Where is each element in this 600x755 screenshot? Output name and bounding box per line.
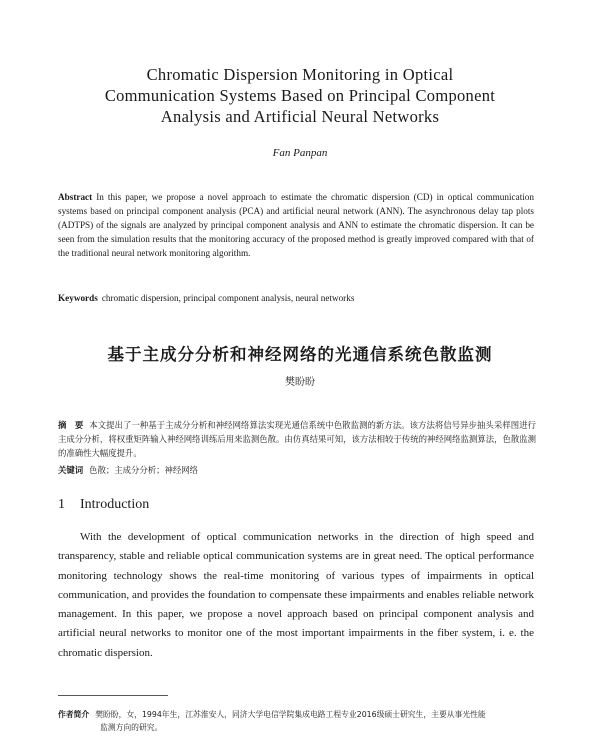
footnote-label: 作者简介 — [58, 710, 90, 719]
introduction-paragraph: With the development of optical communication networks in the direction of high speed and transparency, stable and reliable optical communication systems are in great need. The optical performance monitoring technology shows the real-time monitoring of various types of impairments in optical communication, and provides the foundation to compensate these impairments and enables reliable network management. In this paper, we propose a novel approach based on principal component analysis and artificial neural networks to monitor one of the most important impairments in the fiber system, i. e. the chromatic dispersion. — [58, 531, 534, 659]
author-footnote — [58, 708, 536, 734]
chinese-author: 樊盼盼 — [285, 377, 315, 388]
chinese-keywords — [58, 463, 536, 477]
section-heading-introduction — [58, 497, 149, 513]
english-author: Fan Panpan — [272, 147, 328, 159]
footnote-text-line1: 樊盼盼，女，1994年生，江苏淮安人，同济大学电信学院集成电路工程专业2016级硕士研究生，主要从事光性能 — [95, 710, 486, 719]
footnote-text-line2: 监测方向的研究。 — [100, 723, 163, 732]
chinese-abstract-text: 本文提出了一种基于主成分分析和神经网络算法实现光通信系统中色散监测的新方法。该方法将信号异步抽头采样图进行主成分分析，将权重矩阵输入神经网络训练后用来监测色散。由仿真结果可知，该方法相较于传统的神经网络监测算法，色散监测的准确性大幅度提升。 — [58, 420, 537, 459]
chinese-keywords-label: 关键词 — [58, 465, 84, 475]
english-title — [60, 64, 540, 127]
english-title-line: Chromatic Dispersion Monitoring in Optical — [146, 65, 454, 84]
chinese-abstract-label: 摘 要 — [58, 420, 84, 430]
english-abstract — [58, 190, 534, 260]
keywords-text: chromatic dispersion, principal component analysis, neural networks — [101, 293, 355, 303]
english-title-line: Communication Systems Based on Principal Component — [104, 86, 496, 105]
english-title-line: Analysis and Artificial Neural Networks — [160, 107, 440, 126]
abstract-label: Abstract — [58, 192, 93, 202]
chinese-abstract — [58, 418, 536, 461]
english-keywords — [58, 291, 534, 305]
section-title: Introduction — [80, 497, 150, 512]
abstract-text: In this paper, we propose a novel approach to estimate the chromatic dispersion (CD) in optical communication systems based on principal component analysis (PCA) and artificial neural network (ANN). The asynchronous delay tap plots (ADTPS) of the signals are analyzed by principal component analysis and ANN to estimate the chromatic dispersion. It can be seen from the simulation results that the monitoring accuracy of the proposed method is greatly improved compared with that of the traditional neural network monitoring algorithm. — [58, 192, 534, 259]
chinese-keywords-text: 色散；主成分分析；神经网络 — [89, 465, 198, 475]
keywords-label: Keywords — [58, 293, 98, 303]
chinese-title: 基于主成分分析和神经网络的光通信系统色散监测 — [107, 345, 493, 364]
section-number: 1 — [58, 497, 65, 512]
footnote-divider — [58, 695, 168, 696]
